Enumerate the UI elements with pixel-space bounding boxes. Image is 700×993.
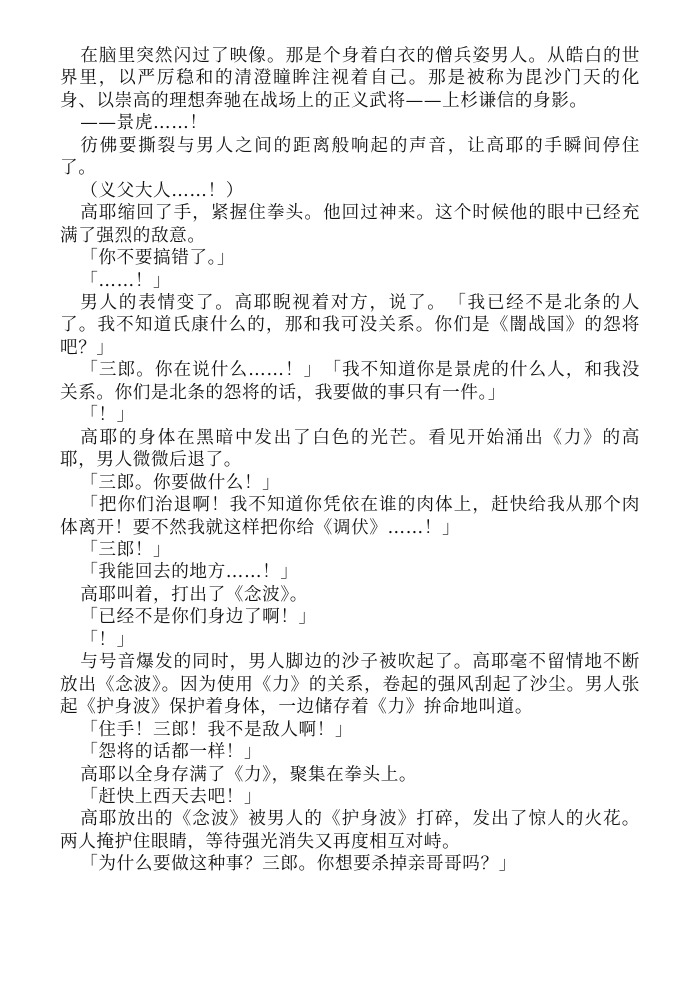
paragraph-3: 彷佛要撕裂与男人之间的距离般响起的声音，让高耶的手瞬间停住了。 <box>60 135 640 179</box>
paragraph-10: 「！」 <box>80 405 135 426</box>
paragraph-15: 「我能回去的地方……！」 <box>80 562 299 583</box>
paragraph-14: 「三郎！」 <box>80 539 172 560</box>
paragraph-23: 「赶快上西天去吧！」 <box>80 786 263 807</box>
document-page <box>60 45 640 876</box>
paragraph-7: 「……！」 <box>80 270 172 291</box>
paragraph-6: 「你不要搞错了。」 <box>80 248 236 269</box>
paragraph-13: 「把你们治退啊！我不知道你凭依在谁的肉体上，赶快给我从那个肉体离开！要不然我就这样把你给《调伏》……！」 <box>60 495 640 538</box>
paragraph-22: 高耶以全身存满了《力》，聚集在拳头上。 <box>80 764 418 785</box>
paragraph-18: 「！」 <box>80 629 135 650</box>
paragraph-4: （义父大人……！） <box>80 180 244 201</box>
paragraph-11: 高耶的身体在黑暗中发出了白色的光芒。看见开始涌出《力》的高耶，男人微微后退了。 <box>60 427 640 471</box>
paragraph-20: 「住手！三郎！我不是敌人啊！」 <box>80 719 354 740</box>
paragraph-2: ——景虎……！ <box>80 113 208 134</box>
paragraph-16: 高耶叫着，打出了《念波》。 <box>80 584 308 605</box>
paragraph-21: 「怨将的话都一样！」 <box>80 742 263 763</box>
paragraph-5: 高耶缩回了手，紧握住拳头。他回过神来。这个时候他的眼中已经充满了强烈的敌意。 <box>60 203 640 246</box>
paragraph-8: 男人的表情变了。高耶睨视着对方，说了。 「我已经不是北条的人了。我不知道氏康什么的，那和我可没关系。你们是《闇战国》的怨将吧？」 <box>60 292 640 358</box>
paragraph-19: 与号音爆发的同时，男人脚边的沙子被吹起了。高耶毫不留情地不断放出《念波》。因为使用《力》的关系，卷起的强风刮起了沙尘。男人张起《护身波》保护着身体，一边储存着《力》拚命地叫道。 <box>60 652 640 718</box>
paragraph-9: 「三郎。你在说什么……！」 「我不知道你是景虎的什么人，和我没关系。你们是北条的怨将的话，我要做的事只有一件。」 <box>60 360 640 403</box>
paragraph-17: 「已经不是你们身边了啊！」 <box>80 607 317 628</box>
paragraph-25: 「为什么要做这种事？三郎。你想要杀掉亲哥哥吗？」 <box>80 854 517 875</box>
paragraph-24: 高耶放出的《念波》被男人的《护身波》打碎，发出了惊人的火花。两人掩护住眼睛，等待强光消失又再度相互对峙。 <box>60 809 640 852</box>
paragraph-12: 「三郎。你要做什么！」 <box>80 472 281 493</box>
paragraph-1: 在脑里突然闪过了映像。那是个身着白衣的僧兵姿男人。从皓白的世界里，以严厉稳和的清澄瞳眸注视着自己。那是被称为毘沙门天的化身、以崇高的理想奔驰在战场上的正义武将——上杉谦信的身影。 <box>60 46 640 111</box>
